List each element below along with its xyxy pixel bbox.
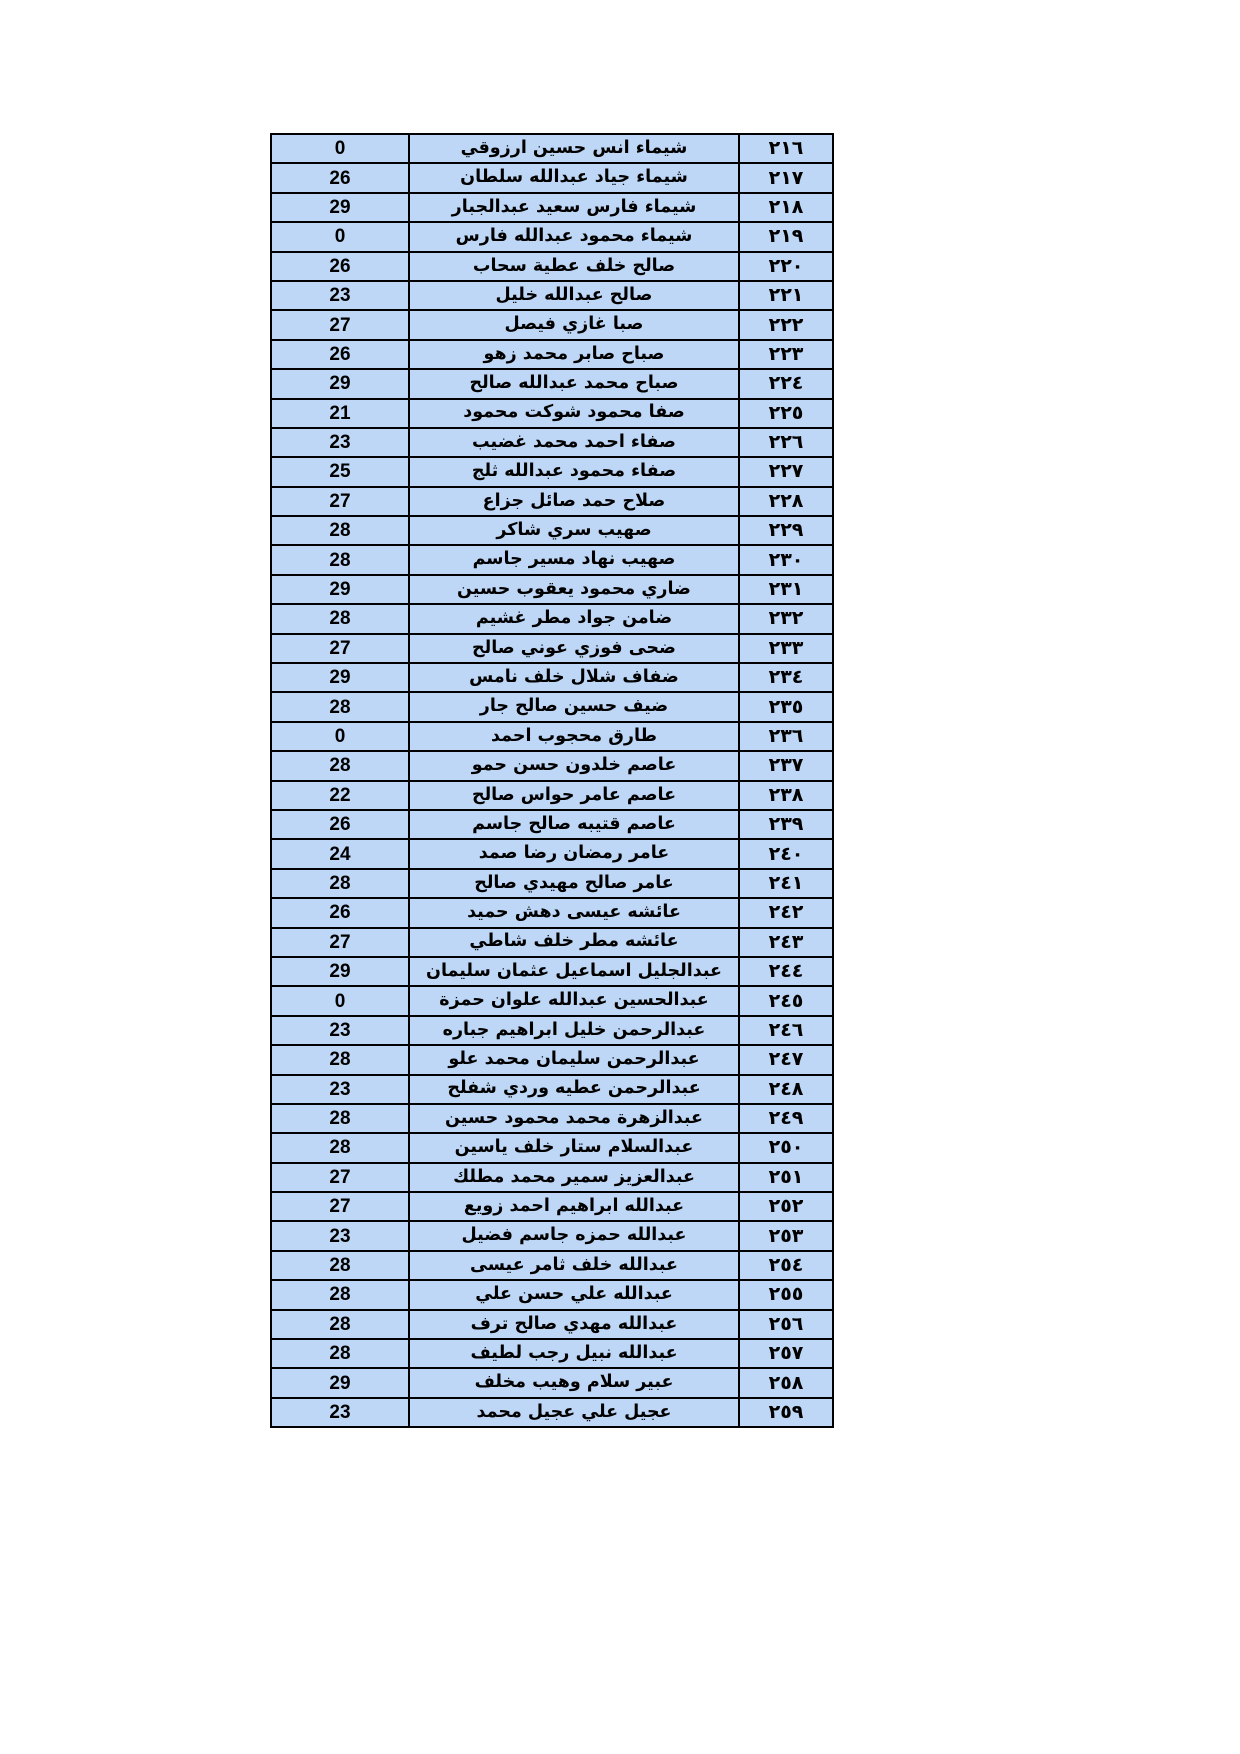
cell-score: 26	[271, 340, 409, 369]
table-row	[271, 839, 833, 868]
cell-score: 21	[271, 399, 409, 428]
cell-sequence-number: ٢٢٦	[739, 428, 833, 457]
cell-sequence-number: ٢١٦	[739, 134, 833, 163]
cell-full-name: صالح عبدالله خليل	[409, 281, 739, 310]
cell-sequence-number: ٢٣٧	[739, 751, 833, 780]
cell-full-name: عبدالرحمن عطيه وردي شفلح	[409, 1075, 739, 1104]
cell-score: 0	[271, 134, 409, 163]
cell-score: 26	[271, 810, 409, 839]
cell-score: 24	[271, 839, 409, 868]
cell-full-name: عاصم قتيبه صالح جاسم	[409, 810, 739, 839]
table-row	[271, 545, 833, 574]
cell-score: 27	[271, 1163, 409, 1192]
table-row	[271, 310, 833, 339]
cell-sequence-number: ٢٣٥	[739, 692, 833, 721]
cell-full-name: عامر رمضان رضا صمد	[409, 839, 739, 868]
cell-full-name: عبدالرحمن سليمان محمد علو	[409, 1045, 739, 1074]
table-row	[271, 1251, 833, 1280]
cell-score: 26	[271, 163, 409, 192]
cell-full-name: شيماء جياد عبدالله سلطان	[409, 163, 739, 192]
cell-full-name: عبدالعزيز سمير محمد مطلك	[409, 1163, 739, 1192]
cell-full-name: صفا محمود شوكت محمود	[409, 399, 739, 428]
table-row	[271, 1280, 833, 1309]
table-row	[271, 369, 833, 398]
cell-sequence-number: ٢٣٠	[739, 545, 833, 574]
table-row	[271, 457, 833, 486]
cell-sequence-number: ٢٤٤	[739, 957, 833, 986]
cell-full-name: عبدالله مهدي صالح ترف	[409, 1310, 739, 1339]
table-row	[271, 1339, 833, 1368]
table-row	[271, 692, 833, 721]
cell-score: 28	[271, 1104, 409, 1133]
table-row	[271, 722, 833, 751]
table-row	[271, 575, 833, 604]
table-body	[271, 134, 833, 1427]
table-row	[271, 1163, 833, 1192]
cell-sequence-number: ٢٥٤	[739, 1251, 833, 1280]
table-row	[271, 898, 833, 927]
cell-score: 29	[271, 369, 409, 398]
cell-sequence-number: ٢١٩	[739, 222, 833, 251]
table-row	[271, 193, 833, 222]
cell-score: 29	[271, 957, 409, 986]
cell-full-name: ضاري محمود يعقوب حسين	[409, 575, 739, 604]
cell-full-name: عاصم عامر حواس صالح	[409, 781, 739, 810]
cell-full-name: عامر صالح مهيدي صالح	[409, 869, 739, 898]
cell-full-name: شيماء محمود عبدالله فارس	[409, 222, 739, 251]
table-row	[271, 1133, 833, 1162]
cell-full-name: عبدالله حمزه جاسم فضيل	[409, 1221, 739, 1250]
cell-sequence-number: ٢٢٢	[739, 310, 833, 339]
cell-score: 28	[271, 1280, 409, 1309]
cell-sequence-number: ٢٢١	[739, 281, 833, 310]
cell-full-name: صفاء احمد محمد غضيب	[409, 428, 739, 457]
cell-full-name: عبدالله خلف ثامر عيسى	[409, 1251, 739, 1280]
table-row	[271, 281, 833, 310]
cell-score: 0	[271, 986, 409, 1015]
cell-full-name: عبدالسلام ستار خلف ياسين	[409, 1133, 739, 1162]
cell-score: 0	[271, 722, 409, 751]
cell-sequence-number: ٢٤٥	[739, 986, 833, 1015]
cell-score: 23	[271, 1075, 409, 1104]
table-row	[271, 340, 833, 369]
cell-score: 23	[271, 1221, 409, 1250]
table-row	[271, 1104, 833, 1133]
cell-score: 27	[271, 634, 409, 663]
cell-sequence-number: ٢٣٦	[739, 722, 833, 751]
cell-full-name: صهيب سري شاكر	[409, 516, 739, 545]
cell-score: 27	[271, 1192, 409, 1221]
cell-sequence-number: ٢٥١	[739, 1163, 833, 1192]
cell-score: 28	[271, 1339, 409, 1368]
table-row	[271, 516, 833, 545]
cell-full-name: صبا غازي فيصل	[409, 310, 739, 339]
cell-sequence-number: ٢٥٨	[739, 1368, 833, 1397]
cell-sequence-number: ٢٥٥	[739, 1280, 833, 1309]
cell-score: 28	[271, 869, 409, 898]
cell-full-name: ضيف حسين صالح جار	[409, 692, 739, 721]
table-row	[271, 986, 833, 1015]
cell-full-name: شيماء فارس سعيد عبدالجبار	[409, 193, 739, 222]
cell-full-name: ضامن جواد مطر غشيم	[409, 604, 739, 633]
cell-score: 28	[271, 751, 409, 780]
cell-sequence-number: ٢١٨	[739, 193, 833, 222]
cell-sequence-number: ٢٤٣	[739, 928, 833, 957]
cell-full-name: صباح محمد عبدالله صالح	[409, 369, 739, 398]
cell-sequence-number: ٢٤٦	[739, 1016, 833, 1045]
cell-score: 23	[271, 428, 409, 457]
cell-score: 29	[271, 1368, 409, 1397]
cell-full-name: صالح خلف عطية سحاب	[409, 252, 739, 281]
table-row	[271, 810, 833, 839]
cell-score: 28	[271, 692, 409, 721]
cell-sequence-number: ٢٢٠	[739, 252, 833, 281]
cell-full-name: عبدالحسين عبدالله علوان حمزة	[409, 986, 739, 1015]
cell-score: 27	[271, 487, 409, 516]
cell-full-name: عبدالله نبيل رجب لطيف	[409, 1339, 739, 1368]
table-row	[271, 1016, 833, 1045]
cell-sequence-number: ٢٢٤	[739, 369, 833, 398]
cell-sequence-number: ٢٥٧	[739, 1339, 833, 1368]
table-row	[271, 163, 833, 192]
cell-sequence-number: ٢٥٩	[739, 1398, 833, 1427]
cell-sequence-number: ٢٥٦	[739, 1310, 833, 1339]
cell-sequence-number: ٢٢٧	[739, 457, 833, 486]
cell-full-name: عبدالله ابراهيم احمد زويع	[409, 1192, 739, 1221]
table-row	[271, 957, 833, 986]
cell-sequence-number: ٢٣٨	[739, 781, 833, 810]
cell-sequence-number: ٢٥٠	[739, 1133, 833, 1162]
table-row	[271, 399, 833, 428]
names-scores-table	[270, 133, 834, 1428]
cell-score: 22	[271, 781, 409, 810]
cell-full-name: ضفاف شلال خلف نامس	[409, 663, 739, 692]
table-row	[271, 869, 833, 898]
cell-score: 29	[271, 663, 409, 692]
cell-score: 23	[271, 1016, 409, 1045]
table-row	[271, 1398, 833, 1427]
cell-full-name: شيماء انس حسين ارزوقي	[409, 134, 739, 163]
table-row	[271, 1368, 833, 1397]
table-row	[271, 751, 833, 780]
cell-score: 27	[271, 928, 409, 957]
cell-score: 28	[271, 1133, 409, 1162]
cell-score: 28	[271, 545, 409, 574]
cell-sequence-number: ٢٣١	[739, 575, 833, 604]
cell-sequence-number: ٢٢٩	[739, 516, 833, 545]
cell-full-name: صباح صابر محمد زهو	[409, 340, 739, 369]
cell-full-name: عائشه مطر خلف شاطي	[409, 928, 739, 957]
cell-sequence-number: ٢٥٢	[739, 1192, 833, 1221]
cell-sequence-number: ٢١٧	[739, 163, 833, 192]
table-container	[272, 133, 834, 1428]
cell-score: 26	[271, 898, 409, 927]
cell-full-name: عبدالزهرة محمد محمود حسين	[409, 1104, 739, 1133]
cell-score: 23	[271, 1398, 409, 1427]
cell-full-name: صفاء محمود عبدالله ثلج	[409, 457, 739, 486]
cell-full-name: طارق محجوب احمد	[409, 722, 739, 751]
cell-score: 28	[271, 1310, 409, 1339]
cell-full-name: ضحى فوزي عوني صالح	[409, 634, 739, 663]
cell-sequence-number: ٢٣٣	[739, 634, 833, 663]
cell-full-name: صلاح حمد صائل جزاع	[409, 487, 739, 516]
cell-score: 0	[271, 222, 409, 251]
table-row	[271, 781, 833, 810]
table-row	[271, 252, 833, 281]
cell-sequence-number: ٢٤٠	[739, 839, 833, 868]
table-row	[271, 222, 833, 251]
table-row	[271, 1075, 833, 1104]
cell-full-name: عبير سلام وهيب مخلف	[409, 1368, 739, 1397]
cell-score: 28	[271, 604, 409, 633]
table-row	[271, 1221, 833, 1250]
table-row	[271, 928, 833, 957]
cell-score: 29	[271, 193, 409, 222]
cell-score: 26	[271, 252, 409, 281]
table-row	[271, 428, 833, 457]
cell-sequence-number: ٢٢٥	[739, 399, 833, 428]
table-row	[271, 604, 833, 633]
cell-full-name: عبدالرحمن خليل ابراهيم جباره	[409, 1016, 739, 1045]
table-row	[271, 1310, 833, 1339]
cell-sequence-number: ٢٢٣	[739, 340, 833, 369]
cell-sequence-number: ٢٢٨	[739, 487, 833, 516]
cell-score: 29	[271, 575, 409, 604]
table-row	[271, 1045, 833, 1074]
cell-sequence-number: ٢٤١	[739, 869, 833, 898]
cell-sequence-number: ٢٤٨	[739, 1075, 833, 1104]
cell-score: 25	[271, 457, 409, 486]
table-row	[271, 634, 833, 663]
cell-sequence-number: ٢٣٤	[739, 663, 833, 692]
cell-score: 28	[271, 1251, 409, 1280]
cell-full-name: عبدالجليل اسماعيل عثمان سليمان	[409, 957, 739, 986]
cell-sequence-number: ٢٣٢	[739, 604, 833, 633]
cell-score: 27	[271, 310, 409, 339]
cell-full-name: عجيل علي عجيل محمد	[409, 1398, 739, 1427]
cell-sequence-number: ٢٤٧	[739, 1045, 833, 1074]
cell-full-name: عبدالله علي حسن علي	[409, 1280, 739, 1309]
cell-sequence-number: ٢٣٩	[739, 810, 833, 839]
cell-full-name: صهيب نهاد مسير جاسم	[409, 545, 739, 574]
cell-sequence-number: ٢٤٢	[739, 898, 833, 927]
cell-score: 28	[271, 516, 409, 545]
table-row	[271, 134, 833, 163]
table-row	[271, 1192, 833, 1221]
cell-score: 28	[271, 1045, 409, 1074]
cell-score: 23	[271, 281, 409, 310]
cell-sequence-number: ٢٥٣	[739, 1221, 833, 1250]
table-row	[271, 663, 833, 692]
table-row	[271, 487, 833, 516]
cell-full-name: عاصم خلدون حسن حمو	[409, 751, 739, 780]
cell-full-name: عائشه عيسى دهش حميد	[409, 898, 739, 927]
cell-sequence-number: ٢٤٩	[739, 1104, 833, 1133]
